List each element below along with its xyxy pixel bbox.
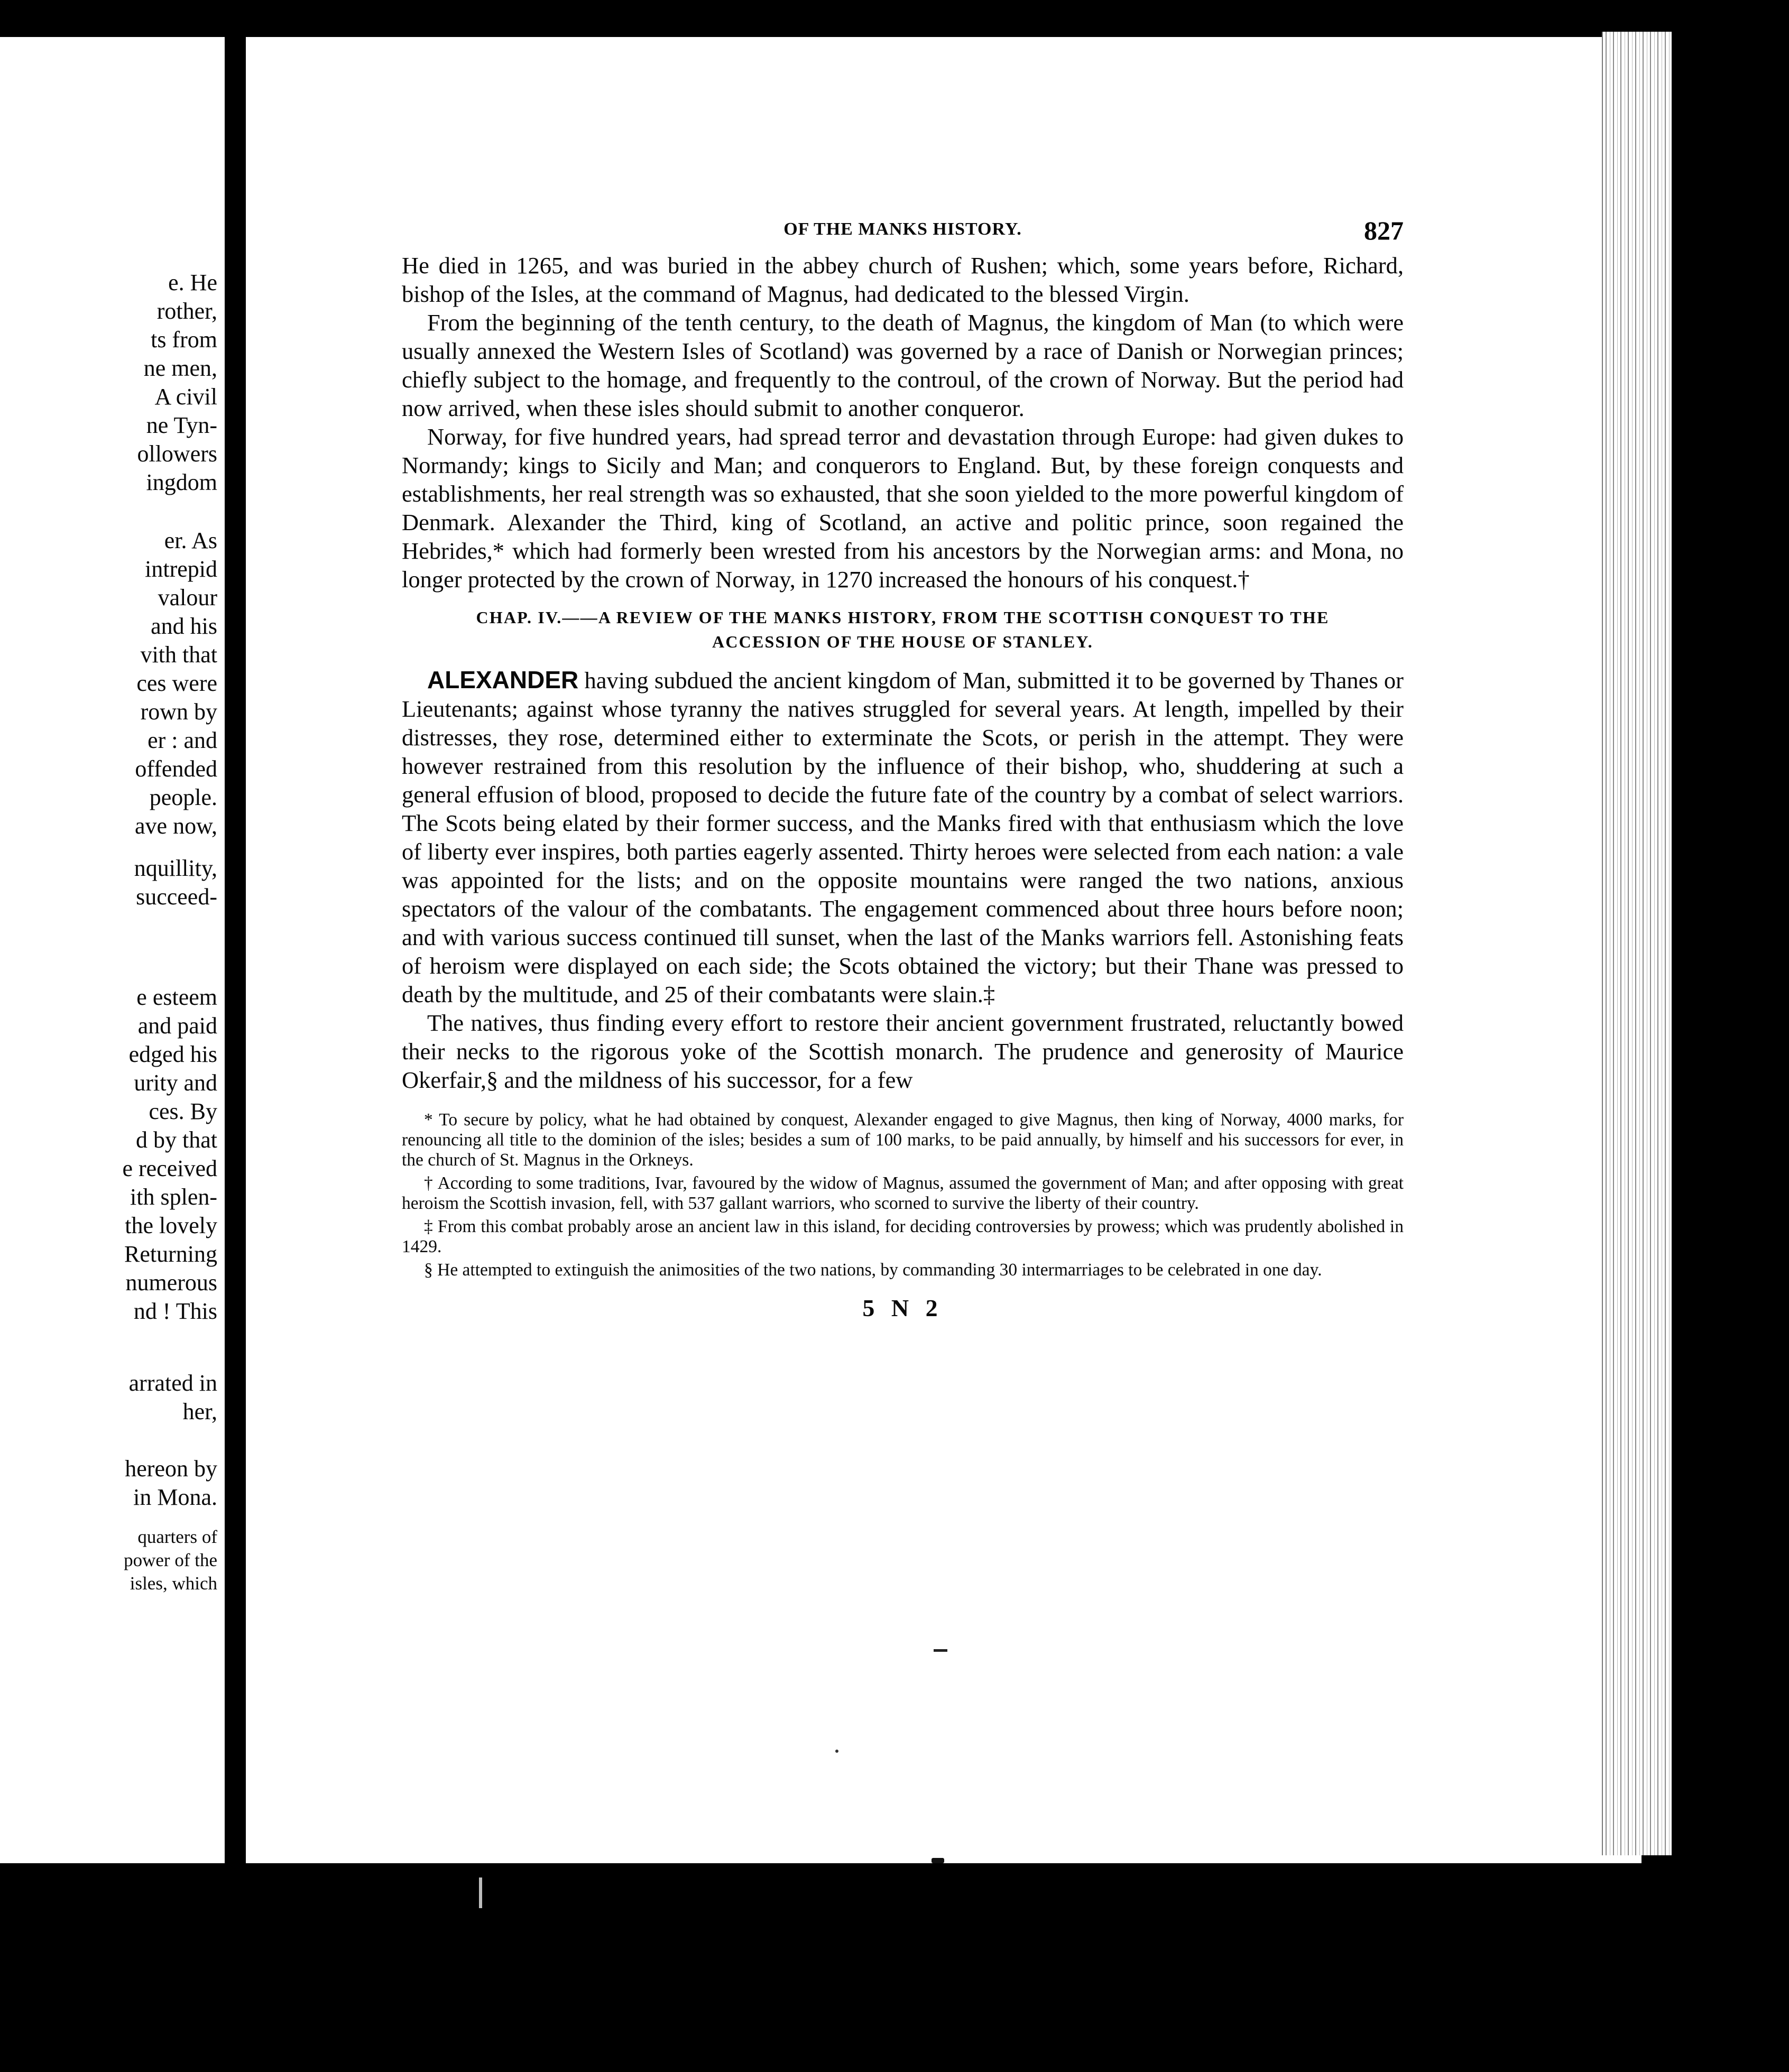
running-title: OF THE MANKS HISTORY. xyxy=(783,219,1022,239)
previous-page-line: ne men, xyxy=(143,355,217,381)
opening-word: ALEXANDER xyxy=(427,666,579,693)
signature-mark: 5 N 2 xyxy=(862,1294,943,1321)
previous-page-line: ne Tyn- xyxy=(146,412,217,438)
page-fold-mark xyxy=(479,1877,482,1908)
previous-page-line: ingdom xyxy=(146,469,217,495)
footnote-2: † According to some traditions, Ivar, favoured by the widow of Magnus, assumed the government of Man; and after opposing with great heroism the Scottish invasion, fell, with 537 gallant warriors, who scorned to survive the liberty of their country. xyxy=(402,1173,1404,1213)
previous-page-line: ith splen- xyxy=(130,1184,217,1210)
previous-page-line: arrated in xyxy=(128,1370,217,1396)
page-edges xyxy=(1602,32,1672,1855)
print-mark-bottom xyxy=(932,1858,944,1863)
previous-page-line: and his xyxy=(151,613,217,639)
previous-page-line: valour xyxy=(158,585,217,610)
previous-page-line: the lovely xyxy=(125,1213,217,1238)
previous-page-line: quarters of xyxy=(137,1527,217,1547)
running-head xyxy=(402,216,1404,251)
previous-page-line: succeed- xyxy=(136,884,217,910)
previous-page-line: d by that xyxy=(136,1127,217,1153)
book-gutter xyxy=(225,37,246,1863)
paragraph-1: He died in 1265, and was buried in the abbey church of Rushen; which, some years before, Richard, bishop of the Isles, at the command of Magnus, had dedicated to the blessed Virgin. xyxy=(402,252,1404,307)
footnote-1: * To secure by policy, what he had obtained by conquest, Alexander engaged to give Magnus, then king of Norway, 4000 marks, for renouncing all title to the dominion of the isles; besides a sum of 100 marks, to be paid annually, by himself and his successors for ever, in the church of St. Magnus in the Orkneys. xyxy=(402,1110,1404,1170)
previous-page-line: rown by xyxy=(140,699,217,725)
previous-page-line: intrepid xyxy=(145,556,217,582)
paragraph-4 xyxy=(402,665,1404,1009)
page-text-block xyxy=(402,216,1404,1322)
previous-page-line: offended xyxy=(135,756,217,782)
previous-page-line: edged his xyxy=(128,1041,217,1067)
page-number: 827 xyxy=(1364,216,1404,245)
paragraph-2: From the beginning of the tenth century, to the death of Magnus, the kingdom of Man (to which were usually annexed the Western Isles of Scotland) was governed by a race of Danish or Norwegian princes; chiefly subject to the homage, and frequently to the controul, of the crown of Norway. But the period had now arrived, when these isles should submit to another conqueror. xyxy=(402,309,1404,421)
previous-page-line: nd ! This xyxy=(133,1298,217,1324)
print-mark xyxy=(934,1649,947,1652)
previous-page-line: rother, xyxy=(156,298,217,324)
previous-page-line: hereon by xyxy=(125,1456,217,1482)
previous-page-line: isles, which xyxy=(130,1573,217,1594)
paragraph-3: Norway, for five hundred years, had spread terror and devastation through Europe: had given dukes to Normandy; kings to Sicily and Man; and conquerors to England. But, by these foreign conquests and establishments, her real strength was so exhausted, that she soon yielded to the more powerful kingdom of Denmark. Alexander the Third, king of Scotland, an active and politic prince, soon regained the Hebrides,* which had formerly been wrested from his ancestors by the Norwegian arms: and Mona, no longer protected by the crown of Norway, in 1270 increased the honours of his conquest.† xyxy=(402,423,1404,593)
footnote-3: ‡ From this combat probably arose an ancient law in this island, for deciding controversies by prowess; which was prudently abolished in 1429. xyxy=(402,1217,1404,1256)
previous-page-line: urity and xyxy=(134,1070,217,1096)
previous-page-line: ces. By xyxy=(149,1098,217,1124)
previous-page-line: numerous xyxy=(125,1270,217,1296)
previous-page-line: er : and xyxy=(147,727,217,753)
previous-page-line: power of the xyxy=(124,1550,217,1570)
previous-page-line: Returning xyxy=(124,1241,217,1267)
previous-page-line: and paid xyxy=(137,1013,217,1039)
previous-page xyxy=(0,37,225,1863)
previous-page-line: her, xyxy=(182,1399,217,1424)
paragraph-5: The natives, thus finding every effort to restore their ancient government frustrated, reluctantly bowed their necks to the rigorous yoke of the Scottish monarch. The prudence and generosity of Maurice Okerfair,§ and the mildness of his successor, for a few xyxy=(402,1010,1404,1093)
paragraph-4-text: having subdued the ancient kingdom of Man, submitted it to be governed by Thanes or Lieutenants; against whose tyranny the natives struggled for several years. At length, impelled by their distresses, they rose, determined either to exterminate the Scots, or perish in the attempt. They were however restrained from this resolution by the influence of their bishop, who, shuddering at such a general effusion of blood, proposed to decide the future fate of the country by a combat of select warriors. The Scots being elated by their former success, and the Manks fired with that enthusiasm which the love of liberty ever inspires, both parties eagerly assented. Thirty heroes were selected from each nation: a vale was appointed for the lists; and on the opposite mountains were ranged the two nations, anxious spectators of the valour of the combatants. The engagement commenced about three hours before noon; and with various success continued till sunset, when the last of the Manks warriors fell. Astonishing feats of heroism were displayed on each side; the Scots obtained the victory; but their Thane was pressed to death by the multitude, and 25 of their combatants were slain.‡ xyxy=(402,667,1404,1007)
previous-page-line: ces were xyxy=(136,670,217,696)
previous-page-line: ts from xyxy=(151,327,217,353)
previous-page-line: ave now, xyxy=(135,813,217,839)
footnotes xyxy=(402,1110,1404,1280)
chapter-heading-line-2: ACCESSION OF THE HOUSE OF STANLEY. xyxy=(712,632,1093,651)
previous-page-line: ollowers xyxy=(137,441,217,467)
previous-page-line: vith that xyxy=(140,642,217,668)
footnote-4: § He attempted to extinguish the animosities of the two nations, by commanding 30 intermarriages to be celebrated in one day. xyxy=(424,1260,1322,1280)
previous-page-line: e esteem xyxy=(136,984,217,1010)
previous-page-line: er. As xyxy=(164,528,217,553)
previous-page-text xyxy=(0,37,217,1863)
previous-page-line: in Mona. xyxy=(133,1484,217,1510)
chapter-heading xyxy=(402,605,1404,654)
previous-page-line: e received xyxy=(122,1155,217,1181)
previous-page-line: people. xyxy=(149,784,217,810)
previous-page-line: A civil xyxy=(154,384,217,410)
previous-page-line: nquillity, xyxy=(134,855,217,881)
previous-page-line: e. He xyxy=(168,270,217,295)
print-speck xyxy=(835,1750,838,1753)
chapter-heading-line-1: CHAP. IV.——A REVIEW OF THE MANKS HISTORY, FROM THE SCOTTISH CONQUEST TO THE xyxy=(476,608,1330,627)
